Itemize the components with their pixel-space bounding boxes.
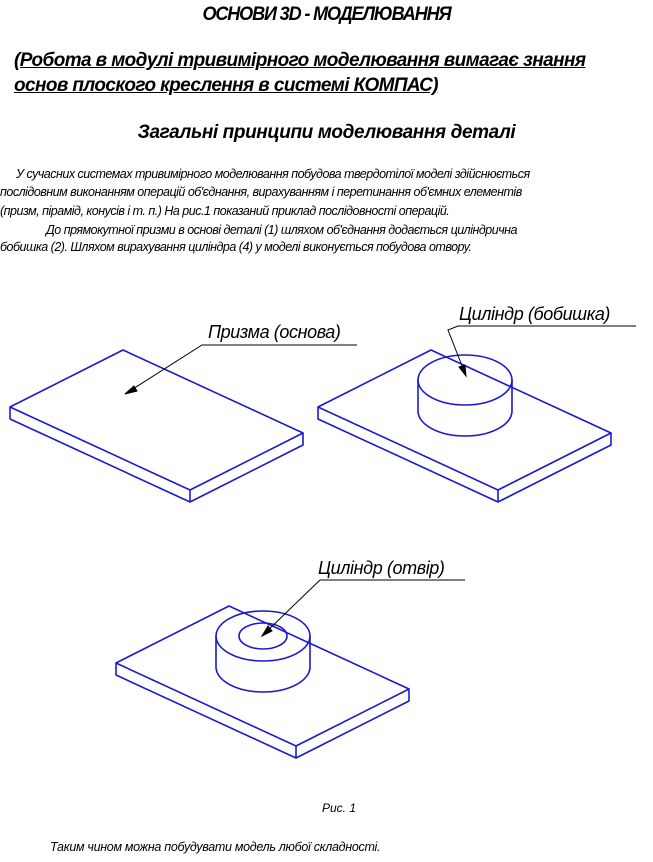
conclusion-text: Таким чином можна побудувати модель любої складності.	[50, 840, 381, 854]
page-subtitle-line-1: (Робота в модулі тривимірного моделювання вимагає знання	[14, 50, 586, 71]
arrow-prism	[125, 386, 137, 394]
arrow-boss	[459, 365, 466, 376]
leader-prism	[125, 345, 357, 394]
label-cylinder-boss: Циліндр (бобишка)	[459, 304, 611, 324]
page-subtitle-line-2: основ плоского креслення в системі КОМПАС)	[14, 75, 438, 96]
paragraph-line-1: У сучасних системах тривимірного моделювання побудова твердотілої моделі здійснюється	[16, 167, 530, 181]
leader-boss	[448, 326, 636, 376]
paragraph-line-2: послідовним виконанням операцій об'єднання, вирахуванням і перетинання об'ємних елементів	[0, 185, 522, 199]
prism-with-hole-drawing	[116, 606, 409, 758]
leader-hole	[262, 580, 465, 636]
page-title: ОСНОВИ 3D - МОДЕЛЮВАННЯ	[202, 4, 451, 25]
paragraph-line-4: До прямокутної призми в основі деталі (1) шляхом об'єднання додається циліндрична	[46, 223, 518, 237]
paragraph-line-5: бобишка (2). Шляхом вирахування циліндра (4) у моделі виконується побудова отвору.	[0, 240, 472, 254]
label-cylinder-hole: Циліндр (отвір)	[318, 558, 445, 578]
label-prism-base: Призма (основа)	[208, 322, 341, 342]
figure-caption: Рис. 1	[322, 801, 357, 815]
prism-base-drawing	[10, 350, 303, 502]
section-heading: Загальні принципи моделювання деталі	[137, 122, 516, 143]
paragraph-line-3: (призм, пірамід, конусів і т. п.) На рис.1 показаний приклад послідовності операцій.	[0, 204, 450, 218]
